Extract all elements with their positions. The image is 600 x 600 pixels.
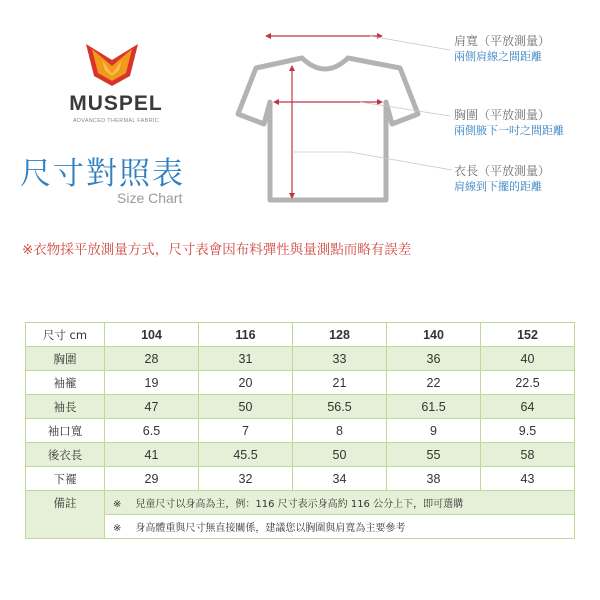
table-cell: 31 [199, 347, 293, 371]
size-header: 116 [199, 323, 293, 347]
size-table [25, 322, 575, 539]
table-cell: 38 [387, 467, 481, 491]
note-text: 身高體重與尺寸無直接關係，建議您以胸圍與肩寬為主要參考 [135, 523, 406, 534]
table-row [26, 347, 575, 371]
page-title: 尺寸對照表 [20, 156, 185, 192]
callout-length-desc: 肩線到下擺的距離 [454, 180, 542, 193]
callout-chest [454, 108, 564, 138]
table-cell: 58 [481, 443, 575, 467]
table-cell: 55 [387, 443, 481, 467]
note-item [105, 515, 575, 539]
callout-length [454, 164, 550, 194]
table-cell: 56.5 [293, 395, 387, 419]
table-cell: 41 [105, 443, 199, 467]
table-cell: 50 [199, 395, 293, 419]
table-row [26, 395, 575, 419]
table-cell: 9 [387, 419, 481, 443]
note-mark: ※ [113, 499, 122, 510]
table-cell: 47 [105, 395, 199, 419]
size-header: 140 [387, 323, 481, 347]
page-subtitle: Size Chart [117, 190, 183, 206]
table-cell: 29 [105, 467, 199, 491]
table-cell: 33 [293, 347, 387, 371]
table-cell: 43 [481, 467, 575, 491]
callout-shoulder-title: 肩寬（平放測量） [454, 34, 551, 48]
table-cell: 28 [105, 347, 199, 371]
table-cell: 64 [481, 395, 575, 419]
callout-shoulder-desc: 兩側肩線之間距離 [454, 50, 542, 63]
table-cell: 40 [481, 347, 575, 371]
table-cell: 19 [105, 371, 199, 395]
brand-tagline: ADVANCED THERMAL FABRIC [73, 118, 159, 124]
table-cell: 6.5 [105, 419, 199, 443]
table-row [26, 443, 575, 467]
notes-label: 備註 [26, 491, 105, 539]
table-row [26, 371, 575, 395]
row-label: 袖口寬 [26, 419, 105, 443]
note-mark: ※ [113, 523, 122, 534]
callout-shoulder [454, 34, 550, 64]
row-label: 胸圍 [26, 347, 105, 371]
row-label: 袖長 [26, 395, 105, 419]
table-row [26, 467, 575, 491]
row-label: 後衣長 [26, 443, 105, 467]
tshirt-outline [238, 58, 418, 200]
size-header: 152 [481, 323, 575, 347]
table-cell: 32 [199, 467, 293, 491]
table-cell: 34 [293, 467, 387, 491]
measurement-notice: ※衣物採平放測量方式，尺寸表會因布料彈性與量測點而略有誤差 [22, 242, 412, 258]
table-cell: 22 [387, 371, 481, 395]
size-header: 128 [293, 323, 387, 347]
table-cell: 21 [293, 371, 387, 395]
table-row [26, 419, 575, 443]
callout-chest-desc: 兩側腋下一吋之間距離 [454, 124, 564, 137]
row-label: 袖襱 [26, 371, 105, 395]
table-cell: 22.5 [481, 371, 575, 395]
size-header: 104 [105, 323, 199, 347]
table-header-row [26, 323, 575, 347]
row-label: 下襬 [26, 467, 105, 491]
header-label: 尺寸 cm [26, 323, 105, 347]
table-cell: 61.5 [387, 395, 481, 419]
note-item [105, 491, 575, 515]
table-cell: 45.5 [199, 443, 293, 467]
table-cell: 8 [293, 419, 387, 443]
brand-name: MUSPEL [69, 92, 163, 115]
callout-chest-title: 胸圍（平放測量） [454, 108, 551, 122]
table-cell: 9.5 [481, 419, 575, 443]
shoulder-leader [370, 36, 450, 50]
table-cell: 20 [199, 371, 293, 395]
note-text: 兒童尺寸以身高為主，例：116 尺寸表示身高約 116 公分上下，即可選購 [135, 499, 464, 510]
tshirt-diagram [220, 22, 460, 212]
callout-length-title: 衣長（平放測量） [454, 164, 551, 178]
notes-row [26, 491, 575, 515]
table-cell: 36 [387, 347, 481, 371]
table-cell: 7 [199, 419, 293, 443]
notes-row [26, 515, 575, 539]
table-cell: 50 [293, 443, 387, 467]
muspel-logo-icon [82, 40, 142, 88]
